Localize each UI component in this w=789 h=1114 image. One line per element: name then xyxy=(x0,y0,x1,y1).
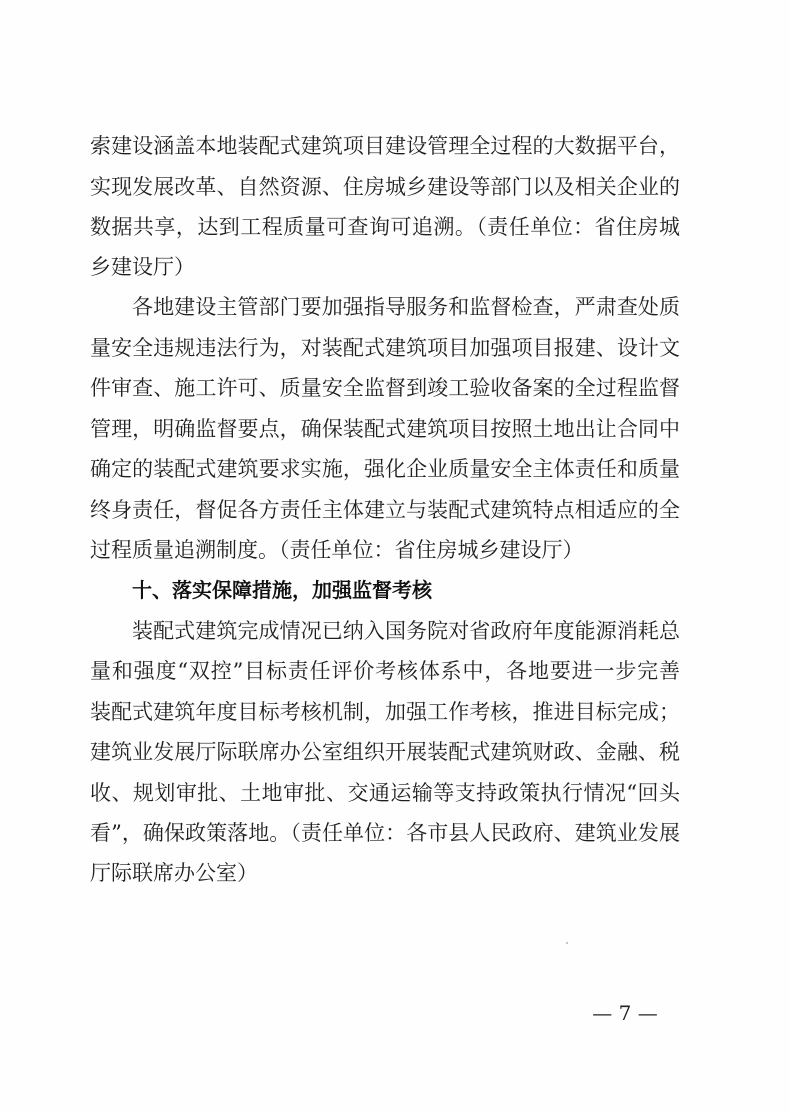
text-line: 量安全违规违法行为，对装配式建筑项目加强项目报建、设计文 xyxy=(90,336,680,360)
paragraph-first-line: 各地建设主管部门要加强指导服务和监督检查，严肃查处质 xyxy=(132,295,680,319)
text-line: 过程质量追溯制度。（责任单位：省住房城乡建设厅） xyxy=(90,538,584,562)
text-line: 量和强度“双控”目标责任评价考核体系中，各地要进一步完善 xyxy=(90,659,680,683)
page-number: — 7 — xyxy=(592,1001,658,1025)
text-line: 实现发展改革、自然资源、住房城乡建设等部门以及相关企业的 xyxy=(90,175,680,199)
text-line: 终身责任，督促各方责任主体建立与装配式建筑特点相适应的全 xyxy=(90,498,680,522)
text-line: 厅际联席办公室） xyxy=(90,861,258,885)
text-line: 收、规划审批、土地审批、交通运输等支持政策执行情况“回头 xyxy=(90,781,680,805)
section-heading: 十、落实保障措施，加强监督考核 xyxy=(132,578,432,602)
paragraph-first-line: 装配式建筑完成情况已纳入国务院对省政府年度能源消耗总 xyxy=(132,619,680,643)
text-line: 装配式建筑年度目标考核机制，加强工作考核，推进目标完成； xyxy=(90,700,680,724)
text-line: 索建设涵盖本地装配式建筑项目建设管理全过程的大数据平台， xyxy=(90,134,680,158)
text-line: 数据共享，达到工程质量可查询可追溯。（责任单位：省住房城 xyxy=(90,215,680,239)
scan-speck xyxy=(566,942,568,944)
text-line: 管理，明确监督要点，确保装配式建筑项目按照土地出让合同中 xyxy=(90,417,680,441)
text-line: 确定的装配式建筑要求实施，强化企业质量安全主体责任和质量 xyxy=(90,457,680,481)
text-line: 件审查、施工许可、质量安全监督到竣工验收备案的全过程监督 xyxy=(90,376,680,400)
text-line: 乡建设厅） xyxy=(90,255,195,279)
text-line: 看”，确保政策落地。（责任单位：各市县人民政府、建筑业发展 xyxy=(90,821,680,845)
text-line: 建筑业发展厅际联席办公室组织开展装配式建筑财政、金融、税 xyxy=(90,740,680,764)
